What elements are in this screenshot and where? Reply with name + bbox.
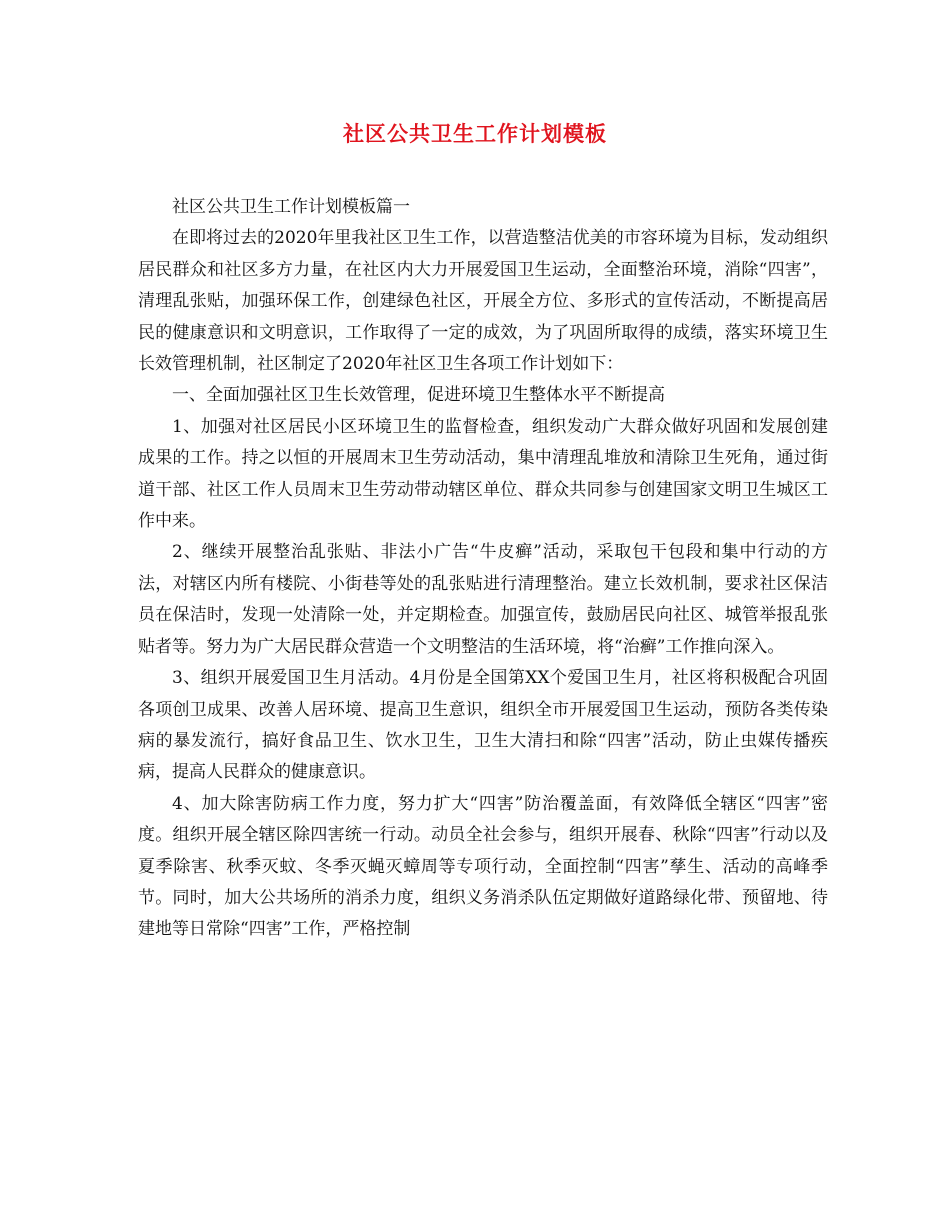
paragraph-item-2: 2、继续开展整治乱张贴、非法小广告“牛皮癣”活动，采取包干包段和集中行动的方法，对辖区内所有楼院、小街巷等处的乱张贴进行清理整治。建立长效机制，要求社区保洁员在保洁时，发现一处清除一处，并定期检查。加强宣传，鼓励居民向社区、城管举报乱张贴者等。努力为广大居民群众营造一个文明整洁的生活环境，将“治癣”工作推向深入。 bbox=[138, 542, 828, 657]
paragraph-item-1: 1、加强对社区居民小区环境卫生的监督检查，组织发动广大群众做好巩固和发展创建成果的工作。持之以恒的开展周末卫生劳动活动，集中清理乱堆放和清除卫生死角，通过街道干部、社区工作人员周末卫生劳动带动辖区单位、群众共同参与创建国家文明卫生城区工作中来。 bbox=[138, 416, 828, 532]
document-title: 社区公共卫生工作计划模板 bbox=[343, 121, 607, 146]
paragraph-intro: 在即将过去的2020年里我社区卫生工作，以营造整洁优美的市容环境为目标，发动组织居民群众和社区多方力量，在社区内大力开展爱国卫生运动，全面整治环境，消除“四害”，清理乱张贴，加强环保工作，创建绿色社区，开展全方位、多形式的宣传活动，不断提高居民的健康意识和文明意识，工作取得了一定的成效，为了巩固所取得的成绩，落实环境卫生长效管理机制，社区制定了2020年社区卫生各项工作计划如下： bbox=[138, 228, 828, 375]
paragraph-item-4: 4、加大除害防病工作力度，努力扩大“四害”防治覆盖面，有效降低全辖区“四害”密度。组织开展全辖区除四害统一行动。动员全社会参与，组织开展春、秋除“四害”行动以及夏季除害、秋季灭蚊、冬季灭蝇灭蟑周等专项行动，全面控制“四害”孳生、活动的高峰季节。同时，加大公共场所的消杀力度，组织义务消杀队伍定期做好道路绿化带、预留地、待建地等日常除“四害”工作，严格控制 bbox=[138, 793, 828, 940]
paragraph-section-heading: 社区公共卫生工作计划模板篇一 bbox=[172, 197, 410, 217]
paragraph-heading-one: 一、全面加强社区卫生长效管理，促进环境卫生整体水平不断提高 bbox=[172, 385, 665, 406]
document-body bbox=[138, 192, 828, 946]
paragraph-item-3: 3、组织开展爱国卫生月活动。4月份是全国第XX个爱国卫生月，社区将积极配合巩固各项创卫成果、改善人居环境、提高卫生意识，组织全市开展爱国卫生运动，预防各类传染病的暴发流行，搞好食品卫生、饮水卫生，卫生大清扫和除“四害”活动，防止虫媒传播疾病，提高人民群众的健康意识。 bbox=[138, 668, 828, 783]
